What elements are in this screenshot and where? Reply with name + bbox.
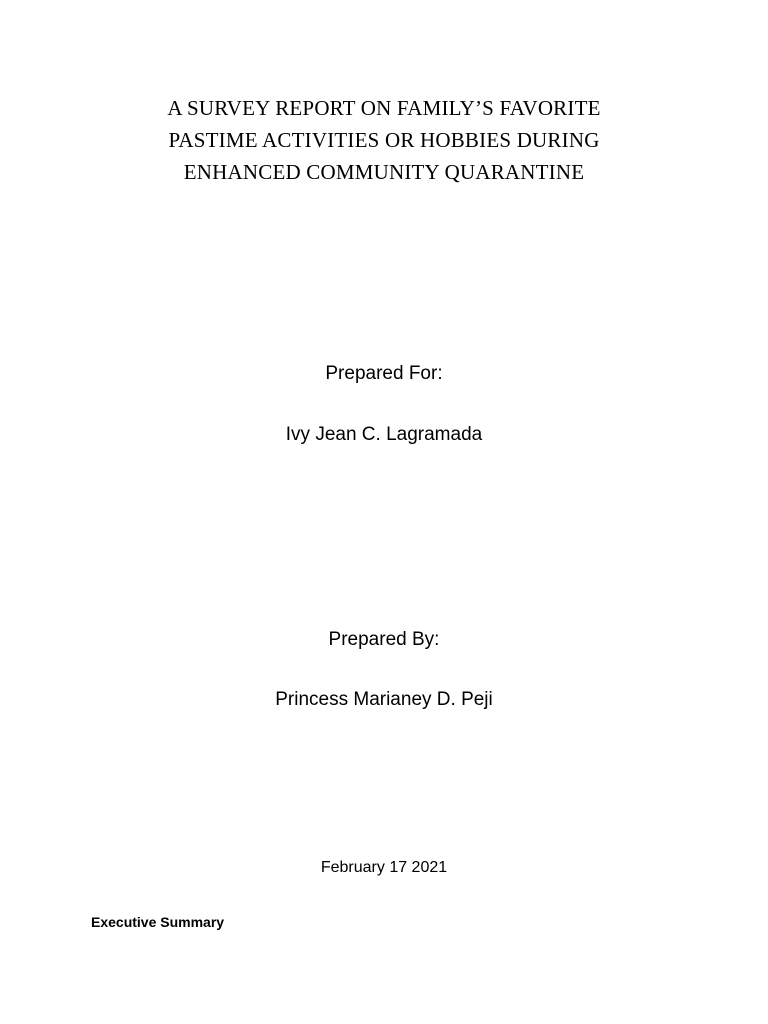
title-line-2: PASTIME ACTIVITIES OR HOBBIES DURING	[168, 128, 600, 152]
title-line-3: ENHANCED COMMUNITY QUARANTINE	[183, 160, 585, 184]
prepared-by-name: Princess Marianey D. Peji	[275, 689, 493, 710]
report-date: February 17 2021	[320, 859, 448, 876]
prepared-for-name: Ivy Jean C. Lagramada	[285, 424, 483, 445]
prepared-by-label: Prepared By:	[328, 629, 440, 650]
prepared-for-label: Prepared For:	[325, 363, 443, 384]
executive-summary-heading: Executive Summary	[91, 914, 225, 930]
title-line-1: A SURVEY REPORT ON FAMILY’S FAVORITE	[167, 96, 601, 120]
report-title	[0, 92, 768, 188]
